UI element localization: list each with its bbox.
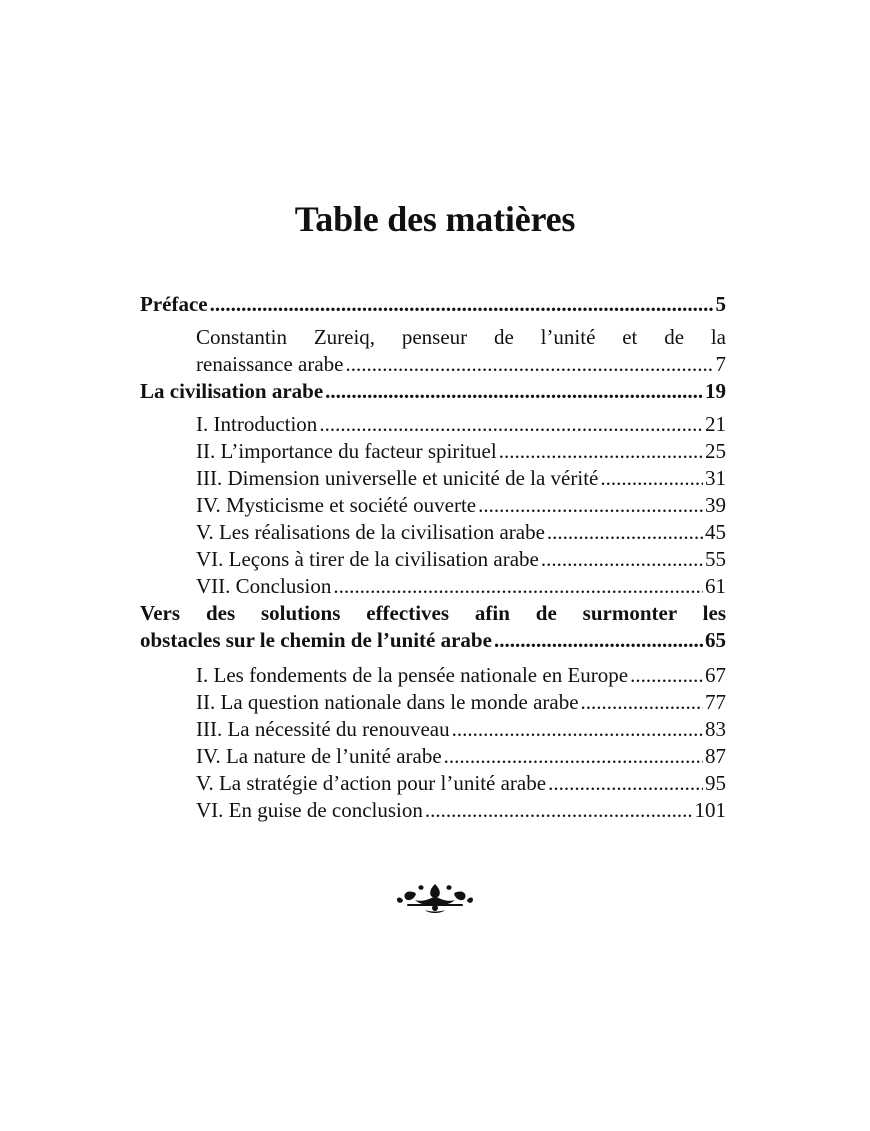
- toc-entry-page: 87: [705, 744, 726, 768]
- toc-entry-label: II. L’importance du facteur spirituel: [196, 439, 497, 463]
- toc-entry-page: 101: [694, 798, 726, 822]
- leader-dots: [345, 351, 713, 378]
- toc-entry-page: 5: [715, 292, 726, 316]
- toc-subentry[interactable]: [140, 546, 726, 573]
- leader-dots: [210, 291, 714, 318]
- toc-entry-page: 31: [705, 466, 726, 490]
- toc-entry-label: Préface: [140, 292, 208, 316]
- leader-dots: [600, 465, 703, 492]
- toc-entry-page: 25: [705, 439, 726, 463]
- leader-dots: [547, 519, 703, 546]
- toc-entry-label: III. La nécessité du renouveau: [196, 717, 450, 741]
- toc-entry-page: 95: [705, 771, 726, 795]
- toc-entry-preface[interactable]: [140, 291, 726, 318]
- toc-entry-page: 61: [705, 574, 726, 598]
- toc-entry-page: 7: [715, 352, 726, 376]
- leader-dots: [630, 662, 703, 689]
- toc-subentry[interactable]: [140, 716, 726, 743]
- toc-entry-page: 39: [705, 493, 726, 517]
- leader-dots: [333, 573, 703, 600]
- toc-entry-label: VI. Leçons à tirer de la civilisation arabe: [196, 547, 539, 571]
- toc-entry-page: 19: [705, 379, 726, 403]
- toc-subentry[interactable]: [140, 573, 726, 600]
- toc-subentry[interactable]: [140, 519, 726, 546]
- leader-dots: [548, 770, 703, 797]
- toc-entry-page: 83: [705, 717, 726, 741]
- leader-dots: [581, 689, 703, 716]
- toc-entry-label: II. La question nationale dans le monde arabe: [196, 690, 579, 714]
- toc-entry-page: 45: [705, 520, 726, 544]
- toc-entry-page: 77: [705, 690, 726, 714]
- leader-dots: [494, 627, 703, 654]
- toc-subentry[interactable]: [140, 743, 726, 770]
- toc-entry-label: V. Les réalisations de la civilisation arabe: [196, 520, 545, 544]
- toc-entry-civilisation[interactable]: [140, 378, 726, 405]
- toc-entry-zureiq[interactable]: [140, 351, 726, 378]
- toc-subentry[interactable]: [140, 662, 726, 689]
- leader-dots: [425, 797, 693, 824]
- toc-entry-label: IV. La nature de l’unité arabe: [196, 744, 442, 768]
- toc-entry-label: IV. Mysticisme et société ouverte: [196, 493, 477, 517]
- toc-entry-label: La civilisation arabe: [140, 379, 324, 403]
- toc-entry-label: III. Dimension universelle et unicité de la vérité: [196, 466, 599, 490]
- page-title: Table des matières: [294, 199, 576, 239]
- toc-entry-page: 65: [705, 628, 726, 652]
- toc-subentry[interactable]: [140, 492, 726, 519]
- toc-entry-label: V. La stratégie d’action pour l’unité arabe: [196, 771, 547, 795]
- leader-dots: [541, 546, 703, 573]
- leader-dots: [319, 411, 703, 438]
- toc-entry-label: VI. En guise de conclusion: [196, 798, 423, 822]
- toc-entry-vers[interactable]: [140, 627, 726, 654]
- toc-subentry[interactable]: [140, 465, 726, 492]
- toc-subentry[interactable]: [140, 770, 726, 797]
- toc-entry-label: renaissance arabe: [196, 352, 344, 376]
- toc-entry-label: VII. Conclusion: [196, 574, 332, 598]
- toc-entry-page: 21: [705, 412, 726, 436]
- toc-entry-label: I. Introduction: [196, 412, 318, 436]
- toc-entry-vers-line1[interactable]: Vers des solutions effectives afin de surmonter les: [140, 601, 726, 625]
- leader-dots: [499, 438, 703, 465]
- toc-subentry[interactable]: [140, 797, 726, 824]
- leader-dots: [444, 743, 703, 770]
- toc-entry-label: I. Les fondements de la pensée nationale en Europe: [196, 663, 629, 687]
- leader-dots: [452, 716, 703, 743]
- toc-entry-page: 55: [705, 547, 726, 571]
- fleuron-ornament-icon: [395, 880, 475, 916]
- toc-subentry[interactable]: [140, 689, 726, 716]
- toc-entry-zureiq-line1[interactable]: Constantin Zureiq, penseur de l’unité et de la: [196, 325, 726, 349]
- leader-dots: [325, 378, 703, 405]
- toc-subentry[interactable]: [140, 411, 726, 438]
- table-of-contents: [140, 291, 726, 824]
- toc-entry-page: 67: [705, 663, 726, 687]
- leader-dots: [478, 492, 703, 519]
- toc-subentry[interactable]: [140, 438, 726, 465]
- toc-entry-label: obstacles sur le chemin de l’unité arabe: [140, 628, 492, 652]
